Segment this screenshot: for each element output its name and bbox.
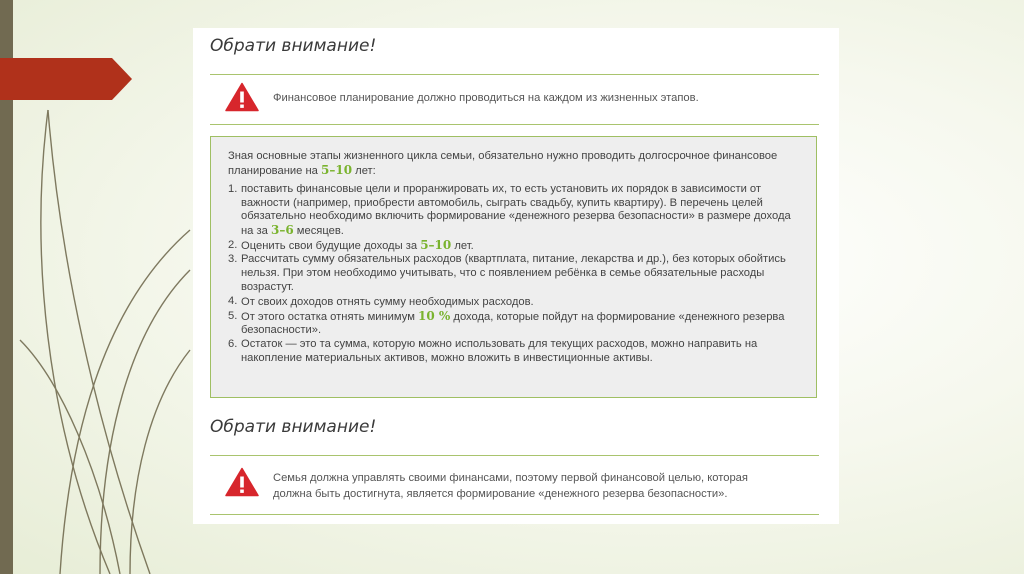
step-text-end: месяцев. <box>293 224 344 237</box>
divider <box>210 124 819 125</box>
intro-text: Зная основные этапы жизненного цикла семьи, обязательно нужно проводить долгосрочное финансовое планирование на <box>228 150 778 177</box>
step-number: 1. <box>228 183 238 196</box>
intro-text-end: лет: <box>352 164 376 177</box>
step-item <box>228 310 800 338</box>
steps-list <box>228 183 800 366</box>
attention-heading-1: Обрати внимание! <box>210 36 377 56</box>
warning-triangle-icon <box>225 82 259 112</box>
content-panel <box>193 28 839 524</box>
attention-heading-2: Обрати внимание! <box>210 417 377 437</box>
steps-intro <box>228 150 800 178</box>
step-item <box>228 239 800 254</box>
step-text: От своих доходов отнять сумму необходимых расходов. <box>241 295 534 308</box>
step-item <box>228 183 800 238</box>
step-item <box>228 295 800 310</box>
step-text: поставить финансовые цели и проранжировать их, то есть установить их порядок в зависимости от важности (например, приобрести автомобиль, сыграть свадьбу, купить квартиру). В перечень целей обязательно необходимо включить формирование «денежного резерва безопасности» в размере дохода на за <box>241 183 791 237</box>
step-number: 5. <box>228 309 238 322</box>
step-text-end: лет. <box>451 239 474 252</box>
step-number: 3. <box>228 253 238 266</box>
step-accent: 5–10 <box>420 237 452 252</box>
divider <box>210 455 819 456</box>
step-text: Остаток — это та сумма, которую можно использовать для текущих расходов, можно направить на накопление материальных активов, можно вложить в инвестиционные активы. <box>241 337 758 365</box>
divider <box>210 74 819 75</box>
attention-text-2: Семья должна управлять своими финансами, поэтому первой финансовой целью, которая должна быть достигнута, является формирование «денежного резерва безопасности». <box>273 472 748 500</box>
attention-text-1: Финансовое планирование должно проводиться на каждом из жизненных этапов. <box>273 92 699 104</box>
step-accent: 10 % <box>418 308 451 323</box>
step-text: Рассчитать сумму обязательных расходов (квартплата, питание, лекарства и др.), без которых обойтись нельзя. При этом необходимо учитывать, что с появлением ребёнка в семье обязательные расходы возрастут. <box>241 253 786 294</box>
steps-box <box>210 136 817 398</box>
step-number: 6. <box>228 337 238 350</box>
step-number: 4. <box>228 294 238 307</box>
step-item <box>228 338 800 366</box>
step-text-end: дохода, которые пойдут на формирование «денежного резерва безопасности». <box>241 310 785 337</box>
arrow-marker <box>0 58 132 100</box>
intro-accent: 5–10 <box>321 162 353 177</box>
step-number: 2. <box>228 238 238 251</box>
step-accent: 3–6 <box>270 222 294 237</box>
step-text: Оценить свои будущие доходы за <box>241 239 421 252</box>
step-item <box>228 253 800 295</box>
step-text: От этого остатка отнять минимум <box>241 310 419 323</box>
divider <box>210 514 819 515</box>
warning-triangle-icon <box>225 467 259 497</box>
